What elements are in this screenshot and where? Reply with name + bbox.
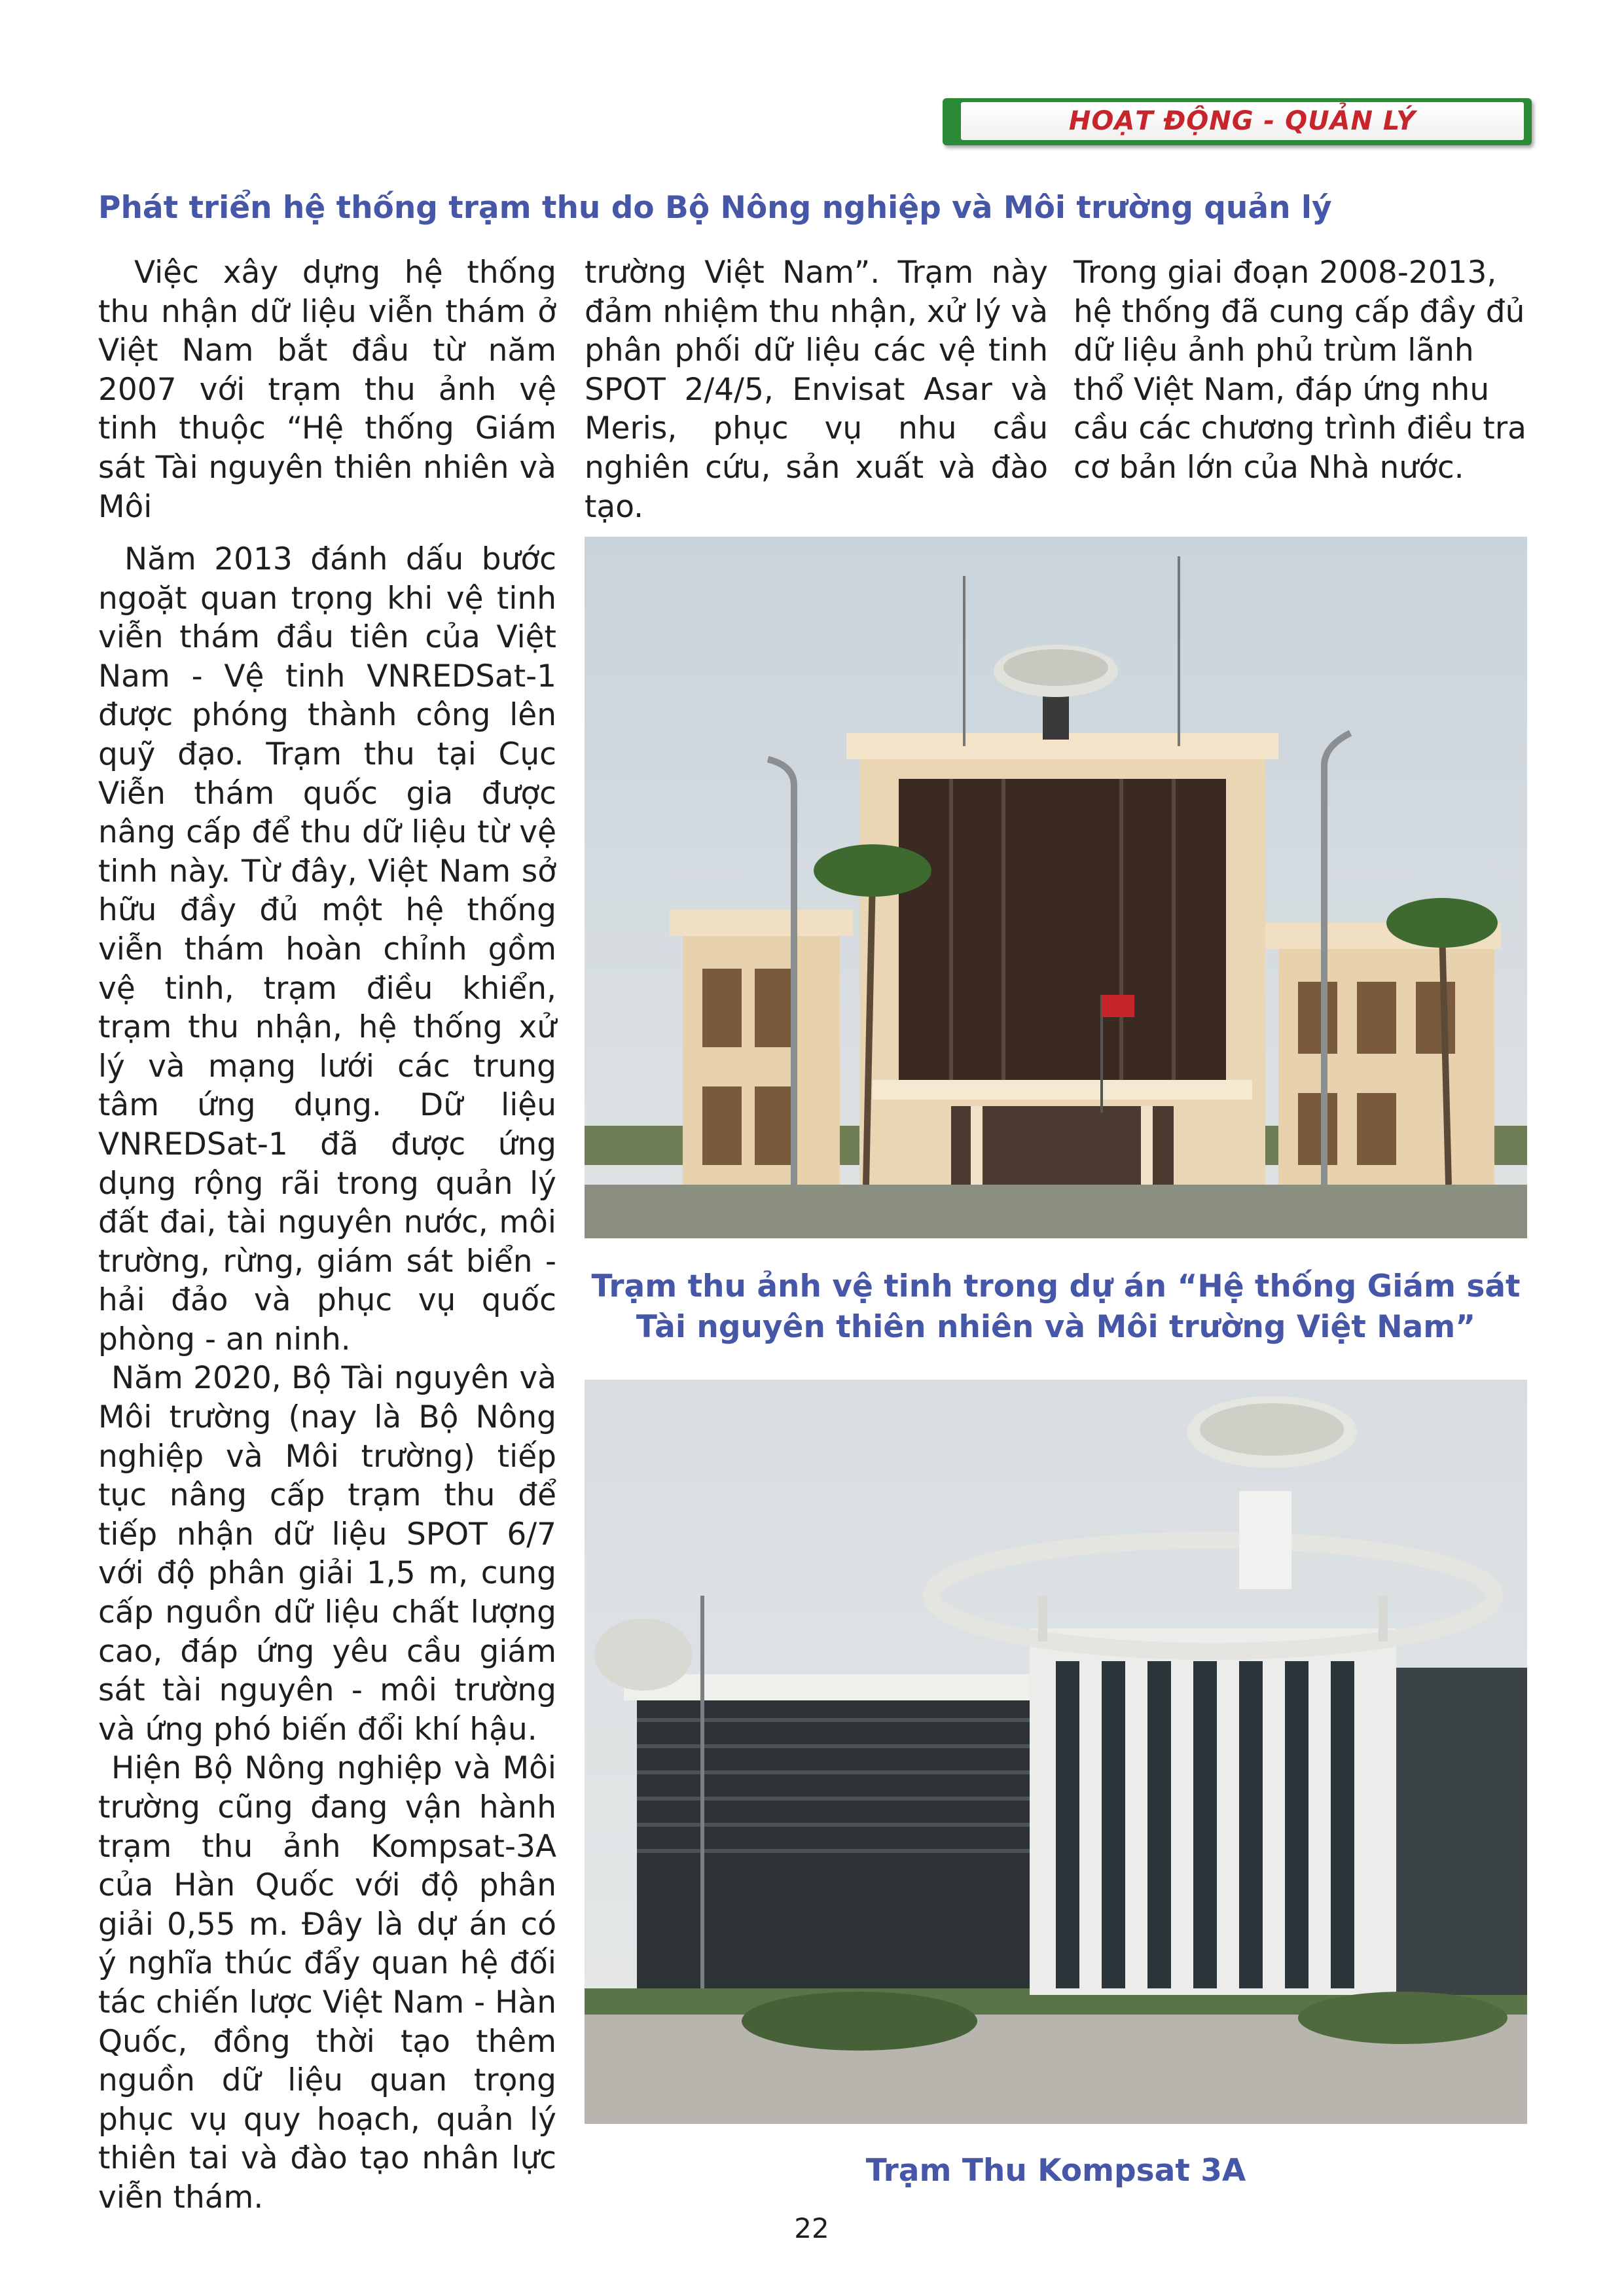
intro-paragraph-col1: Việc xây dựng hệ thống thu nhận dữ liệu viễn thám ở Việt Nam bắt đầu từ năm 2007 với trạm thu ảnh vệ tinh thuộc “Hệ thống Giám sát Tài nguyên thiên nhiên và Môi bbox=[98, 255, 556, 525]
article-title: Phát triển hệ thống trạm thu do Bộ Nông nghiệp và Môi trường quản lý bbox=[98, 190, 1332, 226]
page-number: 22 bbox=[794, 2212, 829, 2244]
paragraph-2013: Năm 2013 đánh dấu bước ngoặt quan trọng khi vệ tinh viễn thám đầu tiên của Việt Nam - Vệ tinh VNREDSat-1 được phóng thành công lên quỹ đạo. Trạm thu tại Cục Viễn thám quốc gia được nâng cấp để thu dữ liệu từ vệ tinh này. Từ đây, Việt Nam sở hữu đầy đủ một hệ thống viễn thám hoàn chỉnh gồm vệ tinh, trạm điều khiển, trạm thu nhận, hệ thống xử lý và mạng lưới các trung tâm ứng dụng. Dữ liệu VNREDSat-1 đã được ứng dụng rộng rãi trong quản lý đất đai, tài nguyên nước, môi trường, rừng, giám sát biển - hải đảo và phục vụ quốc phòng - an ninh. bbox=[98, 541, 556, 1357]
intro-paragraph-col3: Trong giai đoạn 2008-2013, hệ thống đã cung cấp đầy đủ dữ liệu ảnh phủ trùm lãnh thổ Việt Nam, đáp ứng nhu cầu các chương trình điều tra cơ bản lớn của Nhà nước. bbox=[1074, 255, 1526, 486]
section-header-panel bbox=[961, 102, 1524, 140]
intro-paragraph-col2: trường Việt Nam”. Trạm này đảm nhiệm thu nhận, xử lý và phân phối dữ liệu các vệ tinh SPOT 2/4/5, Envisat Asar và Meris, phục vụ nhu cầu nghiên cứu, sản xuất và đào tạo. bbox=[585, 255, 1048, 525]
section-header-tab bbox=[943, 98, 1532, 145]
section-label: HOẠT ĐỘNG - QUẢN LÝ bbox=[1068, 106, 1416, 136]
photo2-caption: Trạm Thu Kompsat 3A bbox=[865, 2153, 1246, 2189]
left-column bbox=[98, 540, 556, 2217]
photo-kompsat-station bbox=[585, 1380, 1527, 2124]
photo-station-building bbox=[585, 537, 1527, 1238]
paragraph-kompsat: Hiện Bộ Nông nghiệp và Môi trường cũng đang vận hành trạm thu ảnh Kompsat-3A của Hàn Quốc với độ phân giải 0,55 m. Đây là dự án có ý nghĩa thúc đẩy quan hệ đối tác chiến lược Việt Nam - Hàn Quốc, đồng thời tạo thêm nguồn dữ liệu quan trọng phục vụ quy hoạch, quản lý thiên tai và đào tạo nhân lực viễn thám. bbox=[98, 1750, 556, 2215]
photo1-caption: Trạm thu ảnh vệ tinh trong dự án “Hệ thống Giám sát Tài nguyên thiên nhiên và Môi trường Việt Nam” bbox=[591, 1268, 1521, 1345]
station-building-illustration bbox=[585, 537, 1527, 1238]
kompsat-station-illustration bbox=[585, 1380, 1527, 2124]
paragraph-2020: Năm 2020, Bộ Tài nguyên và Môi trường (nay là Bộ Nông nghiệp và Môi trường) tiếp tục nâng cấp trạm thu để tiếp nhận dữ liệu SPOT 6/7 với độ phân giải 1,5 m, cung cấp nguồn dữ liệu chất lượng cao, đáp ứng yêu cầu giám sát tài nguyên - môi trường và ứng phó biến đổi khí hậu. bbox=[98, 1360, 556, 1748]
